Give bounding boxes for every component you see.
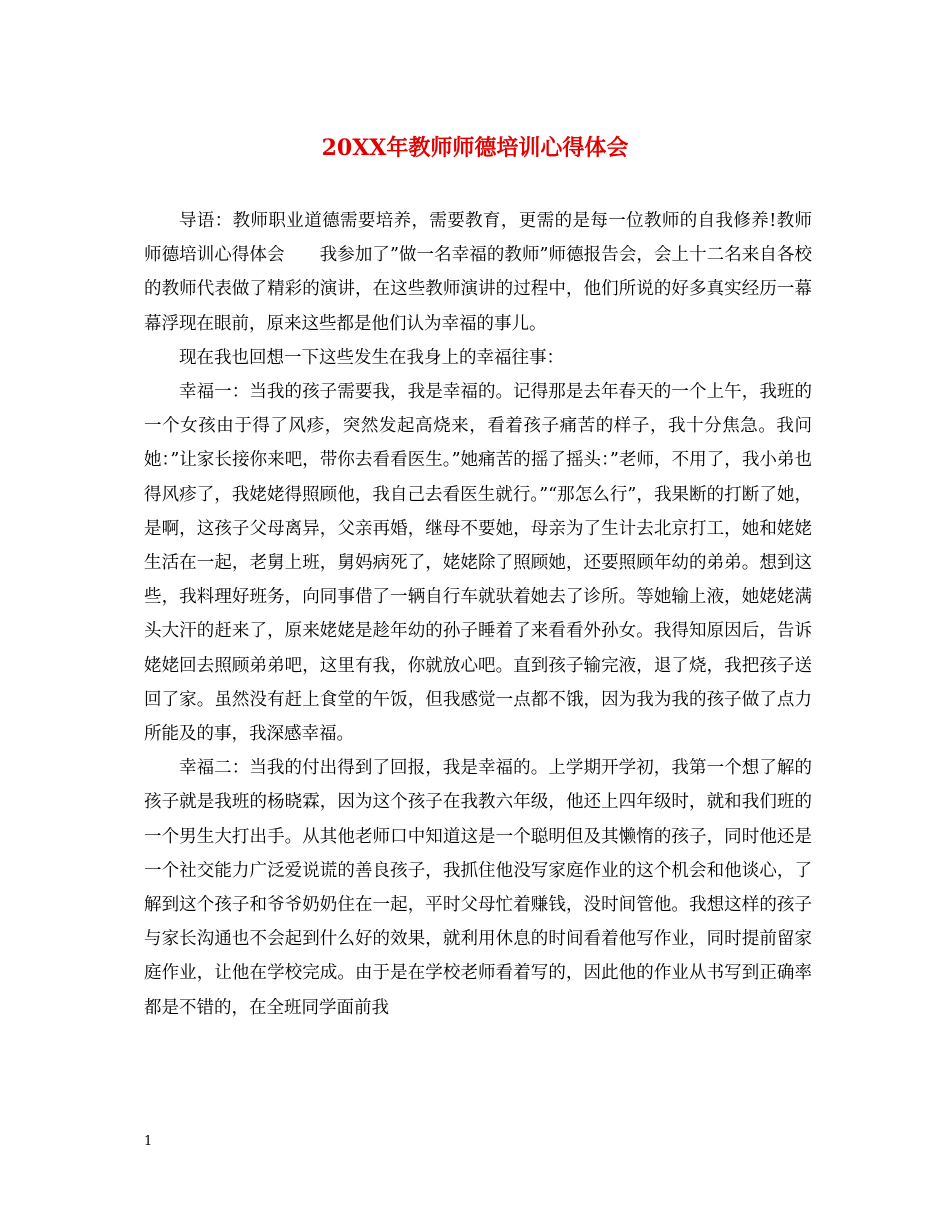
- paragraph-recall: 现在我也回想一下这些发生在我身上的幸福往事：: [179, 347, 564, 368]
- document-body: [144, 204, 812, 1025]
- paragraph-happiness-one: 幸福一：当我的孩子需要我，我是幸福的。记得那是去年春天的一个上午，我班的一个女孩由于得了风疹，突然发起高烧来，看着孩子痛苦的样子，我十分焦急。我问她：”让家长接你来吧，带你去看看医生。”她痛苦的摇了摇头：”老师，不用了，我小弟也得风疹了，我姥姥得照顾他，我自己去看医生就行。”“那怎么行”，我果断的打断了她，是啊，这孩子父母离异，父亲再婚，继母不要她，母亲为了生计去北京打工，她和姥姥生活在一起，老舅上班，舅妈病死了，姥姥除了照顾她，还要照顾年幼的弟弟。想到这些，我料理好班务，向同事借了一辆自行车就驮着她去了诊所。等她输上液，她姥姥满头大汗的赶来了，原来姥姥是趁年幼的孙子睡着了来看看外孙女。我得知原因后，告诉姥姥回去照顾弟弟吧，这里有我，你就放心吧。直到孩子输完液，退了烧，我把孩子送回了家。虽然没有赶上食堂的午饭，但我感觉一点都不饿，因为我为我的孩子做了点力所能及的事，我深感幸福。: [144, 382, 812, 745]
- paragraph-happiness-two: 幸福二：当我的付出得到了回报，我是幸福的。上学期开学初，我第一个想了解的孩子就是我班的杨晓霖，因为这个孩子在我教六年级，他还上四年级时，就和我们班的一个男生大打出手。从其他老师口中知道这是一个聪明但及其懒惰的孩子，同时他还是一个社交能力广泛爱说谎的善良孩子，我抓住他没写家庭作业的这个机会和他谈心，了解到这个孩子和爷爷奶奶住在一起，平时父母忙着赚钱，没时间管他。我想这样的孩子与家长沟通也不会起到什么好的效果，就利用休息的时间看着他写作业，同时提前留家庭作业，让他在学校完成。由于是在学校老师看着写的，因此他的作业从书写到正确率都是不错的，在全班同学面前我: [144, 758, 812, 1018]
- paragraph-intro: 导语：教师职业道德需要培养，需要教育，更需的是每一位教师的自我修养!教师师德培训心得体会 我参加了”做一名幸福的教师”师德报告会，会上十二名来自各校的教师代表做了精彩的演讲，在这些教师演讲的过程中，他们所说的好多真实经历一幕幕浮现在眼前，原来这些都是他们认为幸福的事儿。: [144, 211, 812, 334]
- page-title: 20XX年教师师德培训心得体会: [321, 135, 629, 161]
- page-number: 1: [144, 1134, 153, 1149]
